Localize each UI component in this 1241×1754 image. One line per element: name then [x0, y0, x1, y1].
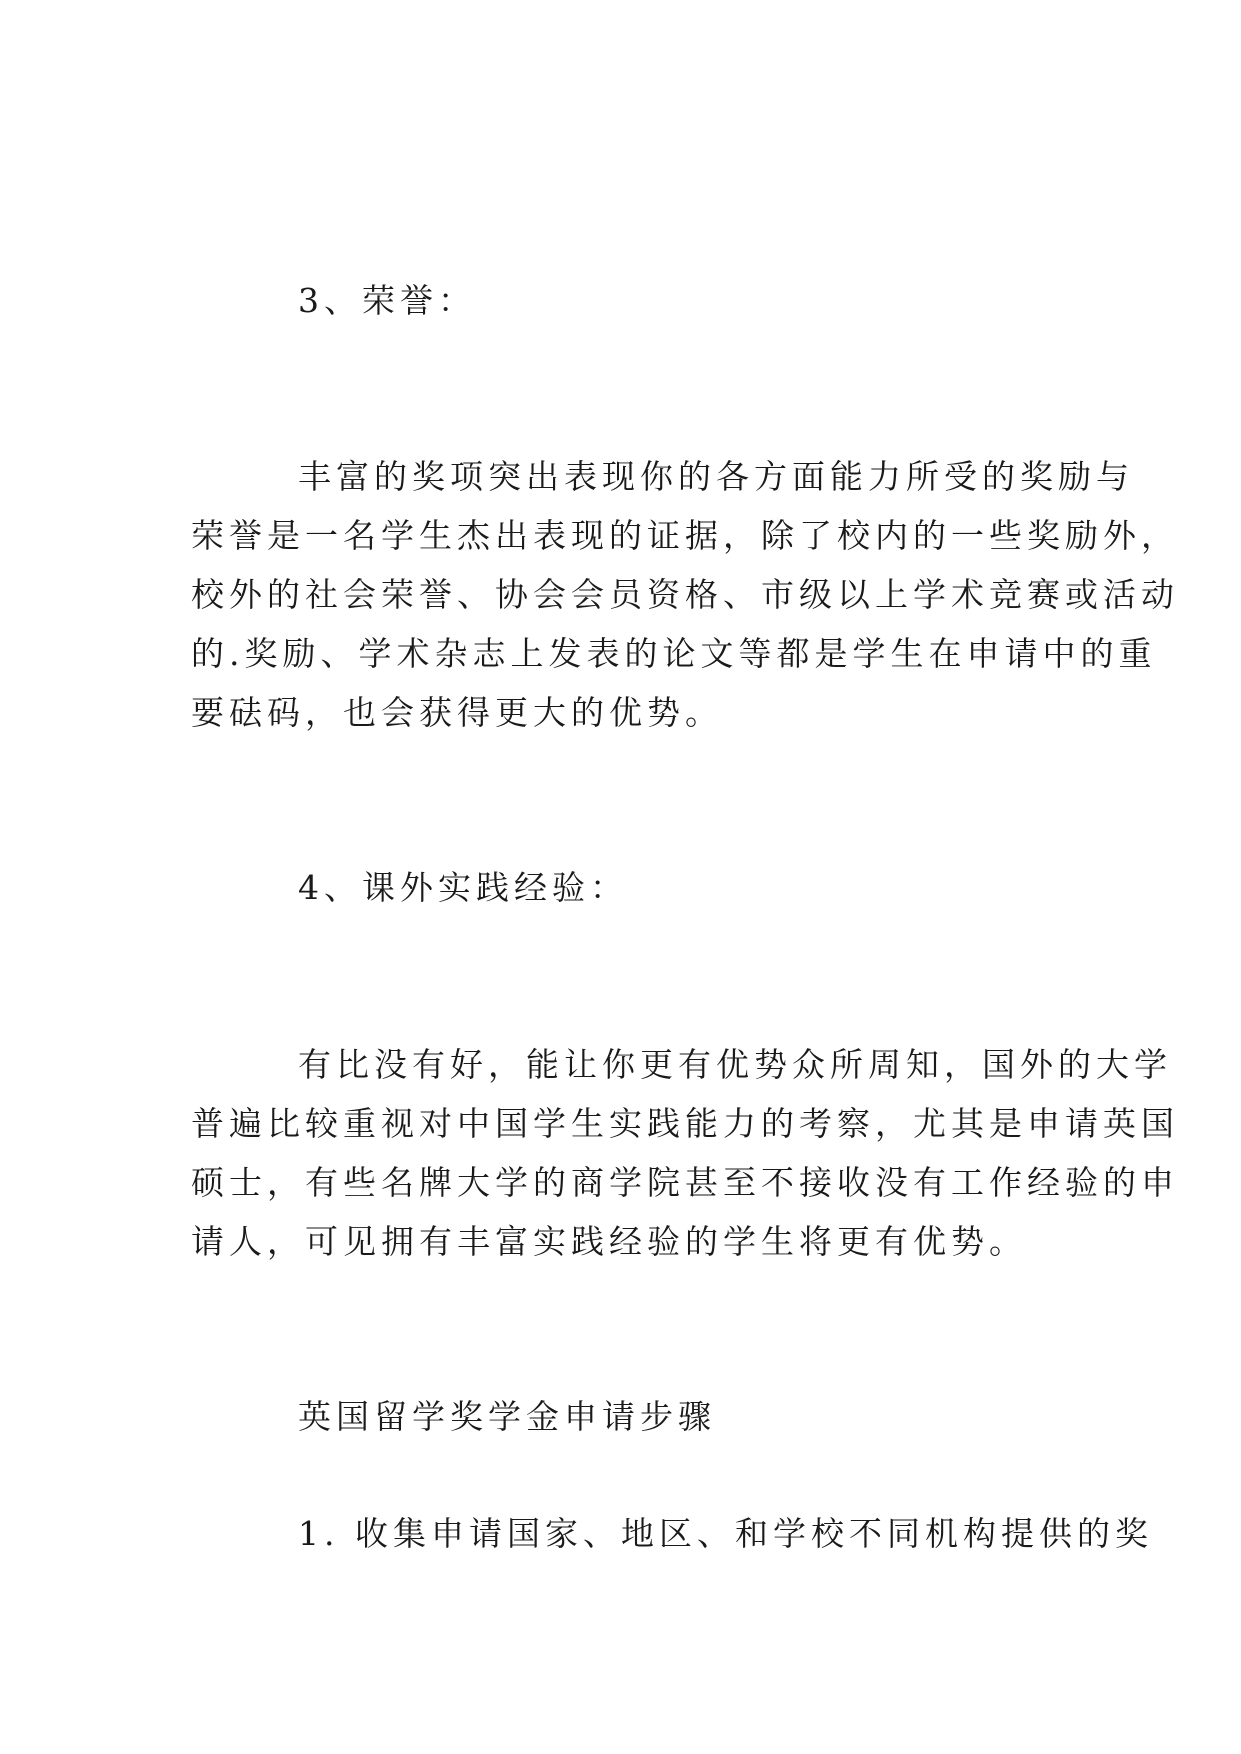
step-item-1: 1. 收集申请国家、地区、和学校不同机构提供的奖 — [298, 1514, 1153, 1553]
paragraph-line: 丰富的奖项突出表现你的各方面能力所受的奖励与 — [298, 457, 1134, 496]
paragraph-line: 的.奖励、学术杂志上发表的论文等都是学生在申请中的重 — [191, 634, 1157, 673]
paragraph-line: 荣誉是一名学生杰出表现的证据，除了校内的一些奖励外， — [191, 516, 1179, 555]
paragraph-line: 有比没有好，能让你更有优势众所周知，国外的大学 — [298, 1045, 1172, 1084]
section-title-application-steps: 英国留学奖学金申请步骤 — [298, 1397, 716, 1436]
section-heading-honor: 3、荣誉： — [298, 281, 476, 320]
section-heading-practice: 4、课外实践经验： — [298, 868, 628, 907]
paragraph-line: 要砝码，也会获得更大的优势。 — [191, 693, 723, 732]
paragraph-line: 校外的社会荣誉、协会会员资格、市级以上学术竞赛或活动 — [191, 575, 1179, 614]
paragraph-line: 硕士，有些名牌大学的商学院甚至不接收没有工作经验的申 — [191, 1163, 1179, 1202]
paragraph-line: 请人，可见拥有丰富实践经验的学生将更有优势。 — [191, 1222, 1027, 1261]
paragraph-line: 普遍比较重视对中国学生实践能力的考察，尤其是申请英国 — [191, 1104, 1179, 1143]
